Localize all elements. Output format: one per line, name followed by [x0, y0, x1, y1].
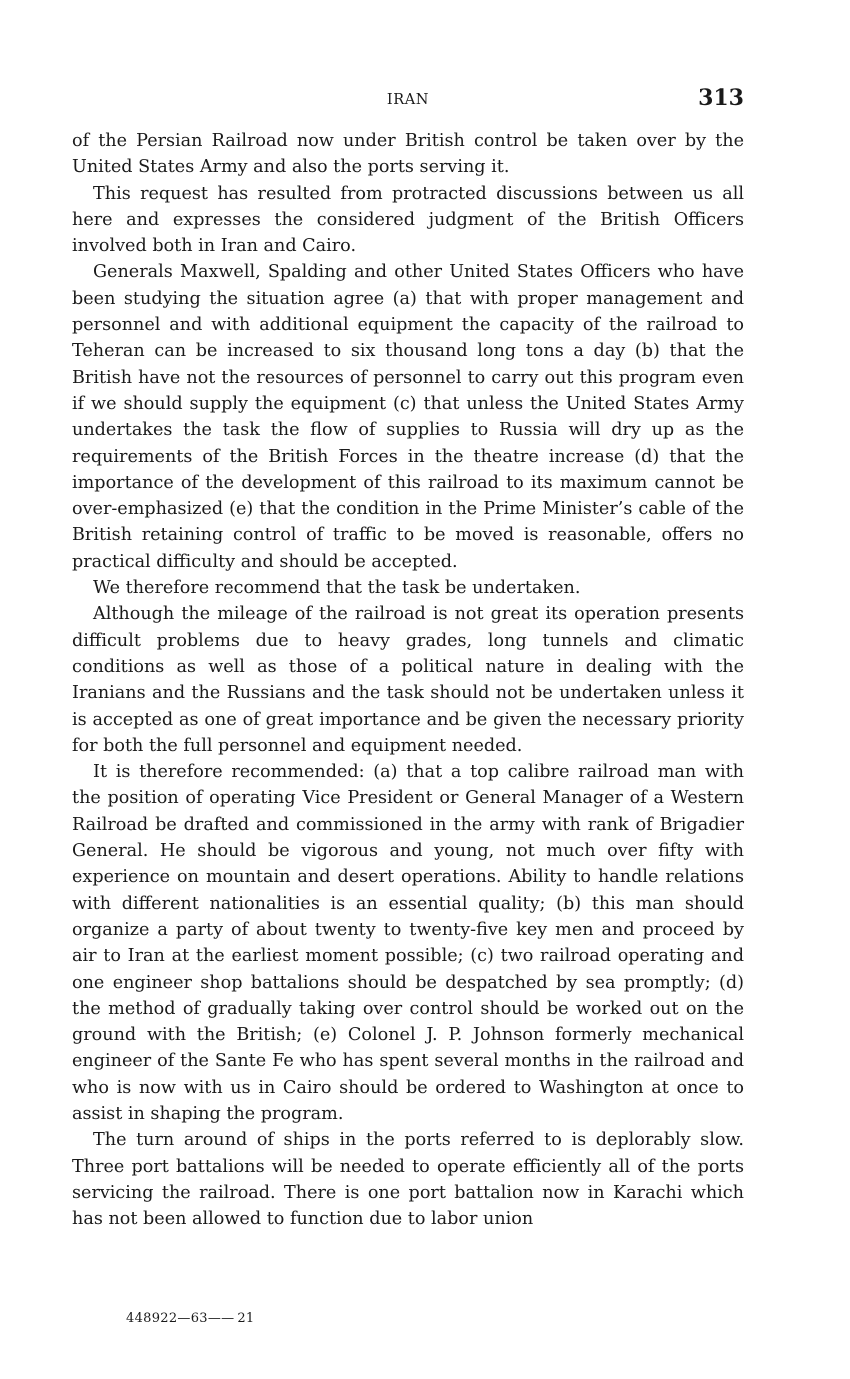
running-head [72, 86, 744, 116]
page-number: 313 [698, 85, 744, 111]
print-code-footer: 448922—63—— 21 [126, 1311, 255, 1326]
paragraph-request: This request has resulted from protracted discussions between us all here and expresses the considered judgment of the British Officers involved both in Iran and Cairo. [72, 183, 744, 257]
paragraph-continuation: of the Persian Railroad now under British control be taken over by the United States Army and also the ports serving it. [72, 131, 744, 178]
paragraph-railroad-problems: Although the mileage of the railroad is not great its operation presents difficult problems due to heavy grades, long tunnels and climatic conditions as well as those of a political nature in dealing with the Iranians and the Russians and the task should not be undertaken unless it is accepted as one of great importance and be given the necessary priority for both the full personnel and equipment needed. [72, 604, 744, 756]
body-text [72, 128, 744, 1232]
paragraph-generals-findings: Generals Maxwell, Spalding and other United States Officers who have been studying the situation agree (a) that with proper management and personnel and with additional equipment the capacity of the railroad to Teheran can be increased to six thousand long tons a day (b) that the British have not the resources of personnel to carry out this program even if we should supply the equipment (c) that unless the United States Army undertakes the task the flow of supplies to Russia will dry up as the requirements of the British Forces in the theatre increase (d) that the importance of the development of this railroad to its maximum cannot be over-emphasized (e) that the condition in the Prime Minister’s cable of the British retaining control of traffic to be moved is reasonable, offers no practical difficulty and should be accepted. [72, 262, 744, 572]
document-page [72, 86, 744, 1232]
paragraph-recommendation: We therefore recommend that the task be undertaken. [93, 578, 581, 599]
paragraph-recommended-steps: It is therefore recommended: (a) that a top calibre railroad man with the position of operating Vice President or General Manager of a Western Railroad be drafted and commissioned in the army with rank of Brigadier General. He should be vigorous and young, not much over fifty with experience on mountain and desert operations. Ability to handle relations with different nationalities is an essential quality; (b) this man should organize a party of about twenty to twenty-five key men and proceed by air to Iran at the earliest moment possible; (c) two railroad operating and one engineer shop battalions should be despatched by sea promptly; (d) the method of gradually taking over control should be worked out on the ground with the British; (e) Colonel J. P. Johnson formerly mechanical engineer of the Sante Fe who has spent several months in the railroad and who is now with us in Cairo should be ordered to Washington at once to assist in shaping the program. [72, 762, 744, 1124]
running-head-title: IRAN [386, 92, 430, 108]
paragraph-port-battalions: The turn around of ships in the ports referred to is deplorably slow. Three port battalions will be needed to operate efficiently all of the ports servicing the railroad. There is one port battalion now in Karachi which has not been allowed to function due to labor union [72, 1130, 744, 1230]
